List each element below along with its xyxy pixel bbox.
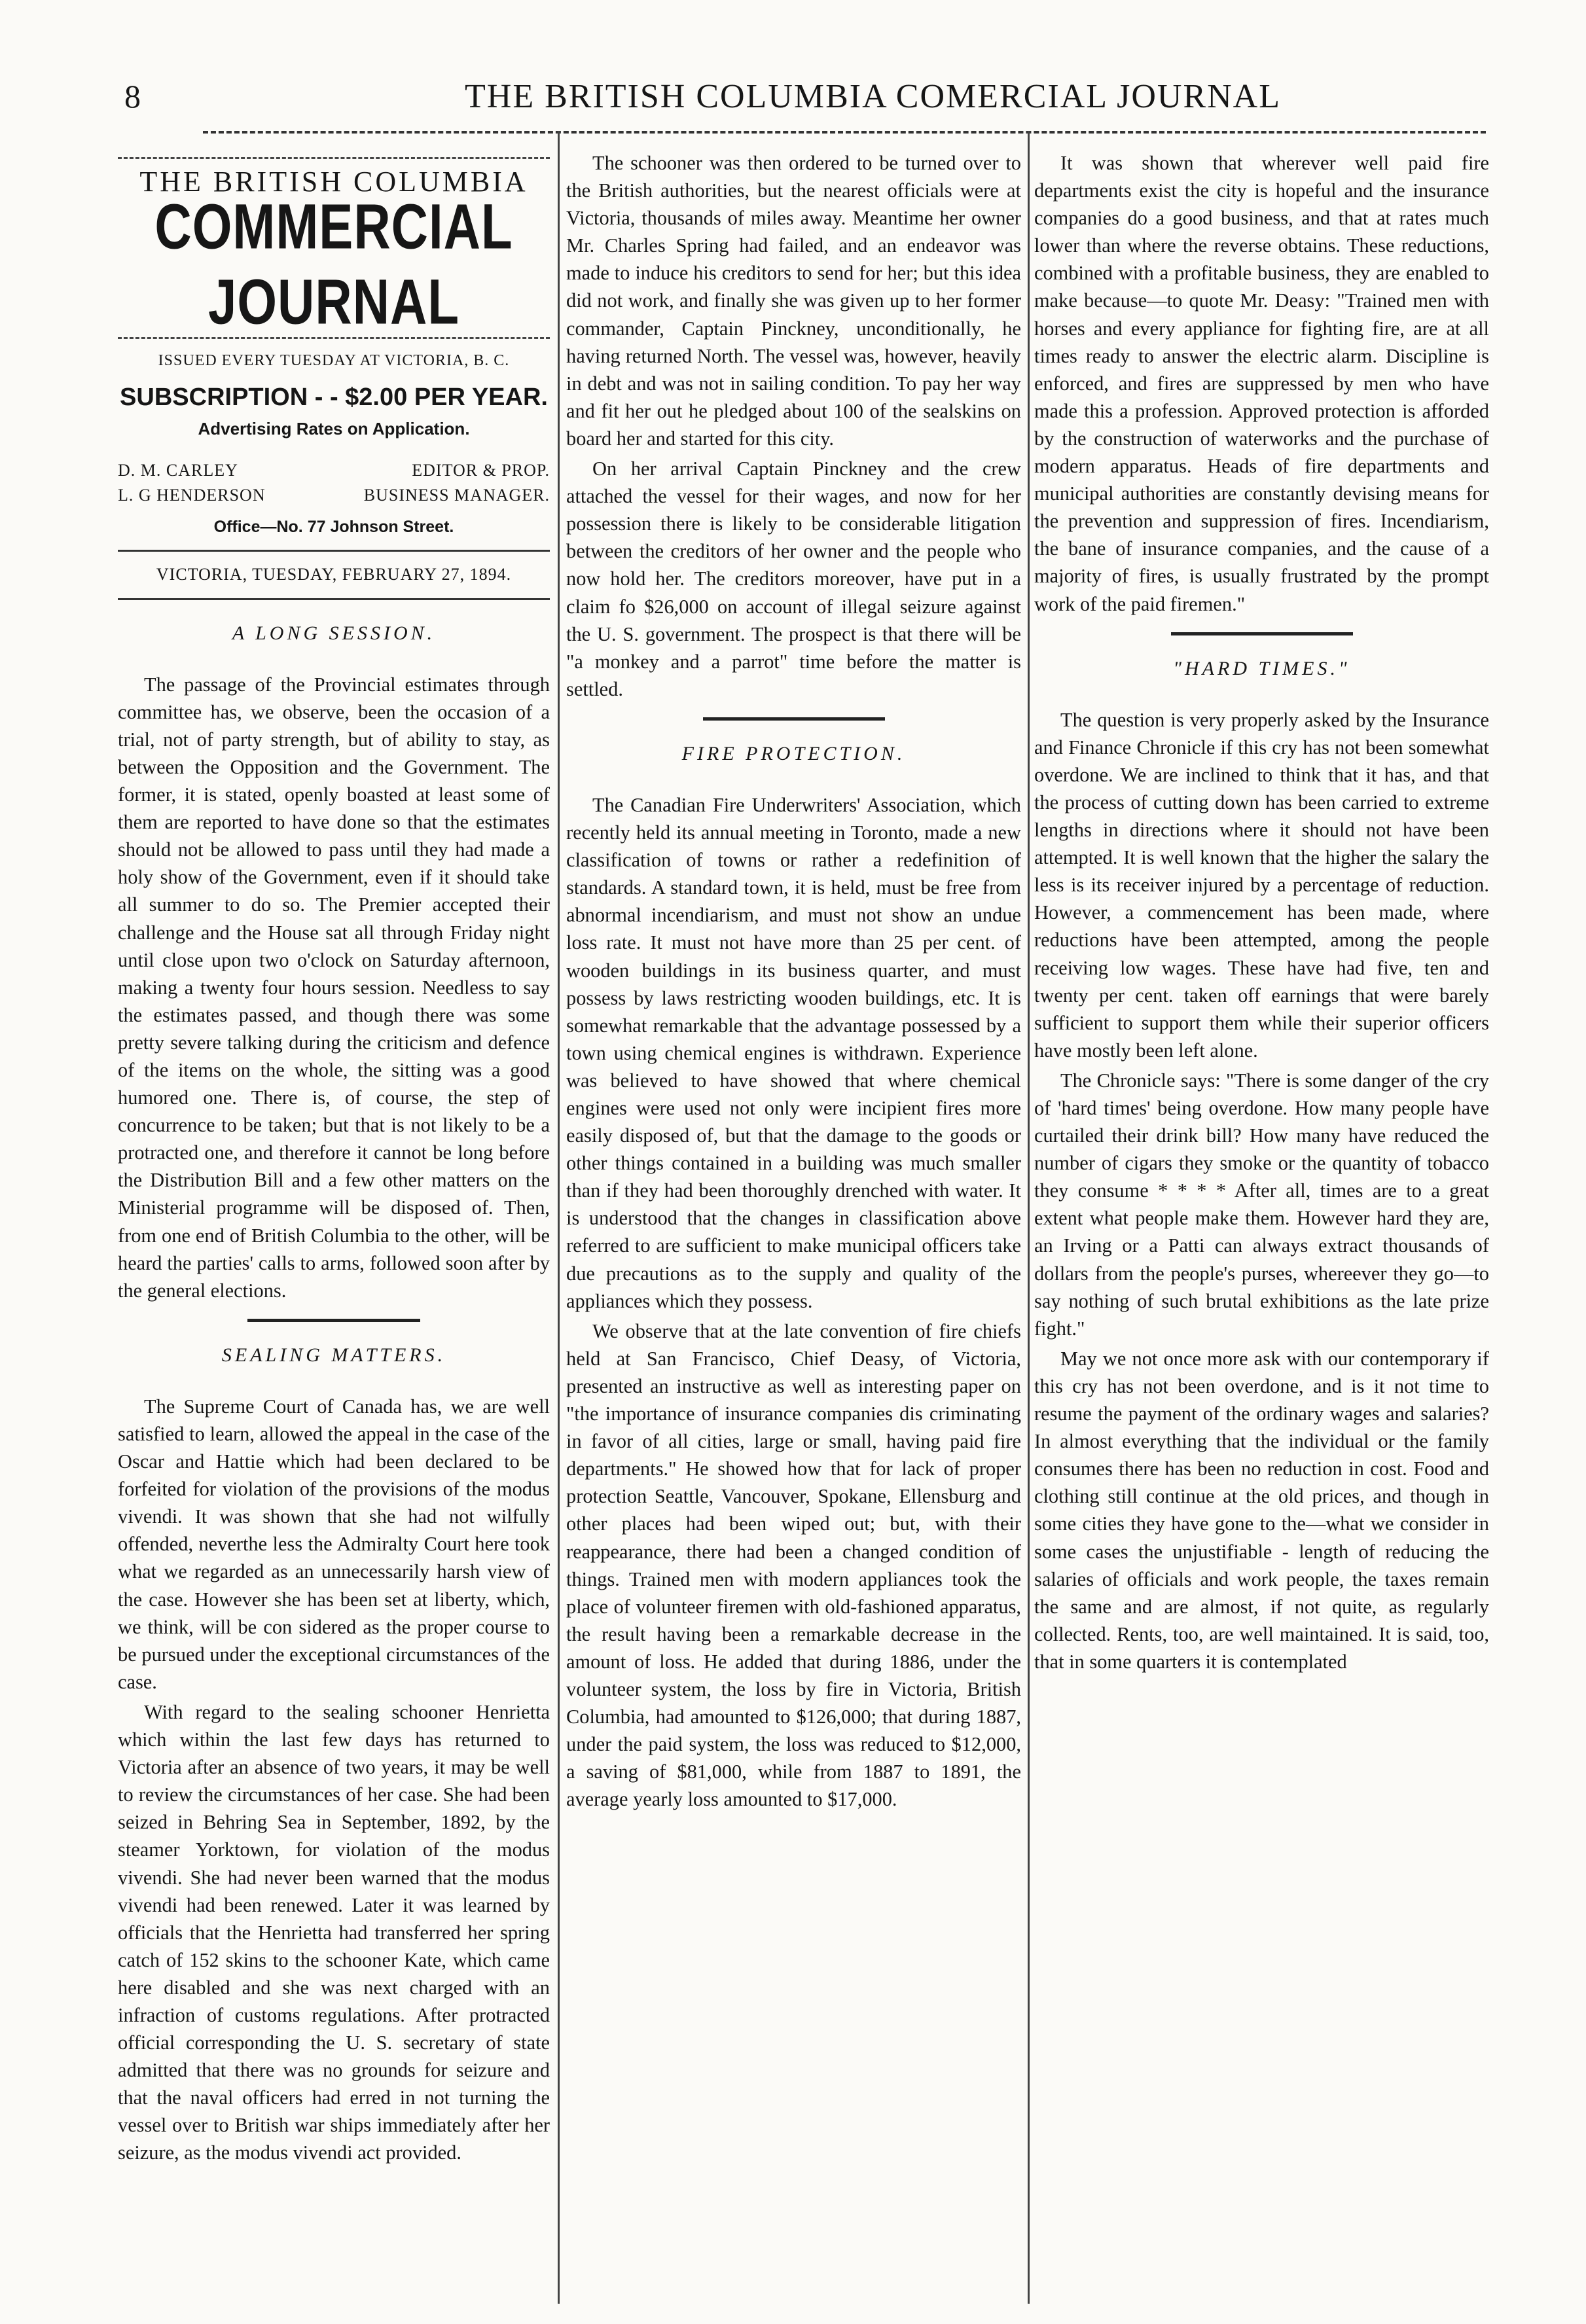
column-divider xyxy=(1028,131,1030,2304)
staff-name: D. M. CARLEY xyxy=(118,461,238,480)
article-paragraph: The Chronicle says: "There is some danger of the cry of 'hard times' being overdone. How many people have curtailed their drink bill? How many have reduced the number of cigars they smoke or the quantity of tobacco they consume * * * * After all, times are to a great extent what people make them. However hard they are, an Irving or a Patti can always extract thousands of dollars from the people's purses, whereever they go—to say nothing of such brutal exhibitions as the late prize fight." xyxy=(1034,1069,1489,1340)
article-paragraph: The schooner was then ordered to be turned over to the British authorities, but the nearest officials were at Victoria, thousands of miles away. Meantime her owner Mr. Charles Spring had failed, and an endeavor was made to induce his creditors to send for her; but this idea did not work, and finally she was given up to her former commander, Captain Pinckney, unconditionally, he having returned North. The vessel was, however, heavily in debt and was not in sailing condition. To pay her way and fit her out he pledged about 100 of the sealskins on board her and started for this city. xyxy=(566,152,1021,450)
article-paragraph: With regard to the sealing schooner Henrietta which within the last few days has returned to Victoria after an absence of two years, it may be well to review the circumstances of her case. She had been seized in Behring Sea in September, 1892, by the steamer Yorktown, for violation of the modus vivendi. She had never been warned that the modus vivendi had been renewed. Later it was learned by officials that the Henrietta had transferred her spring catch of 152 skins to the schooner Kate, which came here disabled and she was next charged with an infraction of customs regulations. After protracted official corresponding the U. S. secretary of state admitted that there was no grounds for seizure and that the naval officers had erred in not turning the vessel over to British war ships immediately after her seizure, as the modus vivendi act provided. xyxy=(118,1700,550,2164)
column-1 xyxy=(118,149,550,2302)
staff-role: BUSINESS MANAGER. xyxy=(363,486,550,505)
staff-role: EDITOR & PROP. xyxy=(412,461,550,480)
subscription-price: SUBSCRIPTION - - $2.00 PER YEAR. xyxy=(120,384,548,412)
divider xyxy=(118,598,550,600)
dateline: VICTORIA, TUESDAY, FEBRUARY 27, 1894. xyxy=(156,565,512,584)
issue-line: ISSUED EVERY TUESDAY AT VICTORIA, B. C. xyxy=(158,352,510,370)
article-paragraph: We observe that at the late convention of fire chiefs held at San Francisco, Chief Deasy, of Victoria, presented an instructive as well as interesting paper on "the importance of insurance companies dis criminating in favor of all cities, large or small, having paid fire departments." He showed how that for lack of proper protection Seattle, Vancouver, Spokane, Ellensburg and other places had been wiped out; but, with their reappearance, there had been a changed condition of things. Trained men with modern appliances took the place of volunteer firemen with old-fashioned apparatus, the result having been a remarkable decrease in the amount of loss. He added that during 1886, under the volunteer system, the loss by fire in Victoria, British Columbia, had amounted to $126,000; that during 1887, under the paid system, the loss was reduced to $12,000, a saving of $81,000, while from 1887 to 1891, the average yearly loss amounted to $17,000. xyxy=(566,1319,1021,1811)
office-address: Office—No. 77 Johnson Street. xyxy=(213,518,454,537)
column-2 xyxy=(566,149,1021,2309)
article-heading: A LONG SESSION. xyxy=(232,622,436,644)
masthead-title: COMMERCIAL JOURNAL xyxy=(154,190,513,338)
page-number: 8 xyxy=(124,78,141,115)
article-paragraph: The question is very properly asked by the Insurance and Finance Chronicle if this cry has not been somewhat overdone. We are inclined to think that it has, and that the process of cutting down has been carried to extreme lengths in directions where it should not have been attempted. It is well known that the higher the salary the less is its receiver injured by a percentage of reduction. However, a commencement has been made, where reductions have been attempted, among the people receiving low wages. These have had five, ten and twenty per cent. taken off earnings that were barely sufficient to support them while their superior officers have mostly been left alone. xyxy=(1034,708,1489,1062)
advertising-note: Advertising Rates on Application. xyxy=(198,419,470,439)
divider xyxy=(118,550,550,552)
article-paragraph: On her arrival Captain Pinckney and the crew attached the vessel for their wages, and now for her possession there is likely to be considerable litigation between the creditors of her owner and the people who now hold her. The creditors moreover, have put in a claim fo $26,000 on account of illegal seizure against the U. S. government. The prospect is that there will be "a monkey and a parrot" time before the matter is settled. xyxy=(566,457,1021,700)
article-heading: "HARD TIMES." xyxy=(1173,657,1350,679)
article-paragraph: The Supreme Court of Canada has, we are well satisfied to learn, allowed the appeal in the case of the Oscar and Hattie which had been declared to be forfeited for violation of the provisions of the modus vivendi. It was shown that she had not wilfully offended, neverthe less the Admiralty Court here took what we regarded as an unnecessarily harsh view of the case. However she has been set at liberty, which, we think, will be con sidered as the proper course to be pursued under the exceptional circumstances of the case. xyxy=(118,1395,550,1693)
running-head xyxy=(124,77,1486,130)
article-paragraph: The passage of the Provincial estimates through committee has, we observe, been the occasion of a trial, not of party strength, but of ability to stay, as between the Opposition and the Government. The former, it is stated, openly boasted at least some of them are reported to have done so that the estimates should not be allowed to pass until they had made a holy show of the Government, even if it should take all summer to do so. The Premier accepted their challenge and the House sat all through Friday night until close upon two o'clock on Saturday afternoon, making a twenty four hours session. Needless to say the estimates passed, and though there was some pretty severe talking during the criticism and defence of the items on the whole, the sitting was a good humored one. There is, of course, the step of concurrence to be taken; but that is not likely to be a protracted one, and therefore it cannot be long before the Distribution Bill and a few other matters on the Ministerial programme will be disposed of. Then, from one end of British Columbia to the other, will be heard the parties' calls to arms, followed soon after by the general elections. xyxy=(118,673,550,1302)
staff-row xyxy=(118,458,550,483)
article-heading: SEALING MATTERS. xyxy=(221,1344,446,1366)
section-rule xyxy=(703,717,885,721)
staff-name: L. G HENDERSON xyxy=(118,486,266,505)
section-rule xyxy=(247,1319,420,1322)
article-heading: FIRE PROTECTION. xyxy=(681,742,906,764)
page-head-title: THE BRITISH COLUMBIA COMERCIAL JOURNAL xyxy=(465,78,1281,115)
section-rule xyxy=(1171,632,1353,635)
article-paragraph: The Canadian Fire Underwriters' Association, which recently held its annual meeting in Toronto, made a new classification of towns or rather a redefinition of standards. A standard town, it is held, must be free from abnormal incendiarism, and must not show an undue loss rate. It must not have more than 25 per cent. of wooden buildings in its business quarter, and must possess by laws restricting wooden buildings, etc. It is somewhat remarkable that the advantage possessed by a town using chemical engines is withdrawn. Experience was believed to have showed that where chemical engines were used not only were incipient fires more easily disposed of, but that the damage to the goods or other things contained in a building was much smaller than if they had been thoroughly drenched with water. It is understood that the changes in classification above referred to are sufficient to make municipal officers take due precautions as to the supply and quality of the appliances which they possess. xyxy=(566,793,1021,1312)
article-paragraph: It was shown that wherever well paid fire departments exist the city is hopeful and the insurance companies do a good business, and that at rates much lower than where the reverse obtains. These reductions, combined with a profitable business, they are enabled to make because—to quote Mr. Deasy: "Trained men with horses and every appliance for fighting fire, are at all times ready to answer the electric alarm. Discipline is enforced, and fires are suppressed by men who have made this a profession. Approved protection is afforded by the construction of waterworks and the purchase of modern apparatus. Heads of fire departments and municipal authorities are constantly devising means for the prevention and suppression of fires. Incendiarism, the bane of insurance companies, and the cause of a majority of fires, is usually frustrated by the prompt work of the paid firemen." xyxy=(1034,152,1489,615)
masthead-title-small: THE BRITISH COLUMBIA xyxy=(139,166,528,198)
head-rule xyxy=(203,131,1486,134)
column-divider xyxy=(558,131,560,2304)
column-3 xyxy=(1034,149,1489,2309)
staff-row xyxy=(118,483,550,508)
divider xyxy=(118,157,550,159)
article-paragraph: May we not once more ask with our contemporary if this cry has not been overdone, and is it not time to resume the payment of the ordinary wages and salaries? In almost everything that the individual or the family consumes there has been no reduction in cost. Food and clothing still continue at the old prices, and though in some cities they have gone to the—what we consider in some cases the unjustifiable - length of reducing the salaries of officials and work people, the taxes remain the same and are almost, if not quite, as regularly collected. Rents, too, are well maintained. It is said, too, that in some quarters it is contemplated xyxy=(1034,1347,1489,1673)
